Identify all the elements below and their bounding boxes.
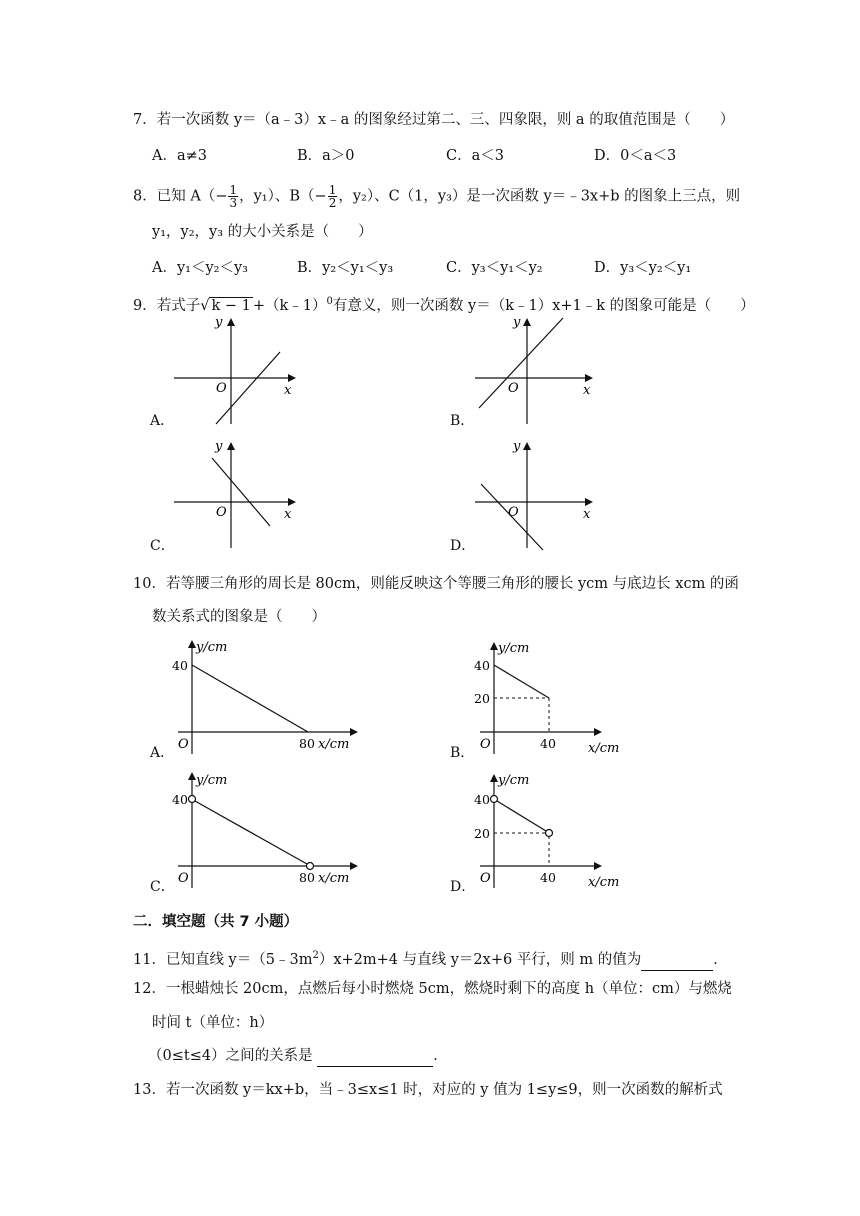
q11-part1: 11．已知直线 y＝（5﹣3m <box>133 951 313 968</box>
q12-line3-text: （0≤t≤4）之间的关系是 <box>148 1048 313 1064</box>
q8-fraction-1 <box>228 184 238 209</box>
q7-option-a: A．a≠3 <box>152 148 207 164</box>
q10c-tick-80: 80 <box>299 870 315 885</box>
q9-option-d-label: D． <box>450 538 476 554</box>
q10-graph-b <box>470 636 630 760</box>
q8-frac2-sign: − <box>314 188 327 205</box>
q11-part2: ）x+2m+4 与直线 y＝2x+6 平行，则 m 的值为 <box>318 951 642 968</box>
q10c-origin: O <box>178 871 189 886</box>
q11-sup: 2 <box>312 950 319 961</box>
q10-stem-line2: 数关系式的图象是（ ） <box>152 609 326 625</box>
q9d-y-label: y <box>513 439 521 454</box>
q8-stem-line2: y₁，y₂，y₃ 的大小关系是（ ） <box>152 224 373 240</box>
q10b-tick-20: 20 <box>474 691 490 706</box>
q8-frac2-den: 2 <box>328 196 337 210</box>
q10a-y-label: y/cm <box>196 640 228 655</box>
q10d-tick-40: 40 <box>474 792 490 807</box>
q12-stem-line3 <box>148 1046 448 1067</box>
q9-graph-b <box>473 312 603 428</box>
q9-stem-part3: 有意义，则一次函数 y＝（k﹣1）x+1﹣k 的图象可能是（ ） <box>332 297 755 314</box>
q11-end: ． <box>713 951 728 968</box>
q8-frac2-num: 1 <box>328 183 337 197</box>
q10d-x-label: x/cm <box>588 875 620 890</box>
q9c-y-label: y <box>215 439 223 454</box>
q8-frac1-num: 1 <box>229 183 238 197</box>
q10d-tick-x40: 40 <box>540 870 556 885</box>
q10a-origin: O <box>178 737 189 752</box>
q10b-tick-x40: 40 <box>540 736 556 751</box>
q8-frac1-sign: − <box>215 188 228 205</box>
q7-stem: 7．若一次函数 y＝（a﹣3）x﹣a 的图象经过第二、三、四象限，则 a 的取值范围是（ ） <box>133 112 735 128</box>
q8-stem-part3: ，y₂）、C（1，y₃）是一次函数 y＝﹣3x+b 的图象上三点，则 <box>338 188 741 205</box>
q9-graph-c <box>172 436 302 552</box>
q10-option-a-label: A． <box>150 745 175 761</box>
q9c-origin: O <box>216 505 227 520</box>
q8-option-d: D．y₃＜y₂＜y₁ <box>594 260 692 276</box>
q7-option-c: C．a＜3 <box>446 148 504 164</box>
q10c-y-label: y/cm <box>196 773 228 788</box>
q9-exponent: 0 <box>326 296 333 307</box>
q10-graph-a <box>168 634 368 758</box>
q10-option-b-label: B． <box>450 745 475 761</box>
q12-answer-blank[interactable] <box>317 1046 433 1067</box>
q10d-y-label: y/cm <box>498 773 530 788</box>
q9d-x-label: x <box>583 507 591 522</box>
q10c-tick-40: 40 <box>172 792 188 807</box>
q10c-x-label: x/cm <box>318 871 350 886</box>
q11-answer-blank[interactable] <box>641 950 713 971</box>
q10b-origin: O <box>480 737 491 752</box>
q11-stem <box>133 946 728 971</box>
q8-option-a: A．y₁＜y₂＜y₃ <box>152 260 248 276</box>
q8-option-b: B．y₂＜y₁＜y₃ <box>297 260 394 276</box>
q10-graph-d <box>470 770 630 894</box>
q9a-y-label: y <box>215 315 223 330</box>
q7-option-b: B．a＞0 <box>297 148 355 164</box>
q10a-tick-80: 80 <box>299 736 315 751</box>
q9c-x-label: x <box>284 507 292 522</box>
q12-stem-line2: 时间 t（单位：h） <box>152 1015 274 1031</box>
q9-stem-part2: +（k﹣1） <box>252 297 327 314</box>
q8-fraction-2 <box>328 184 338 209</box>
q12-end: ． <box>433 1048 448 1064</box>
q10d-origin: O <box>480 871 491 886</box>
q10b-tick-40: 40 <box>474 658 490 673</box>
q10-stem-line1: 10．若等腰三角形的周长是 80cm，则能反映这个等腰三角形的腰长 ycm 与底边长 xcm 的函 <box>133 576 739 592</box>
section-fill-in-title: 二．填空题（共 7 小题） <box>133 914 299 930</box>
q9a-x-label: x <box>284 383 292 398</box>
q10a-tick-40: 40 <box>172 658 188 673</box>
q10-graph-c <box>168 768 368 892</box>
q10d-tick-20: 20 <box>474 826 490 841</box>
q10b-x-label: x/cm <box>588 741 620 756</box>
q12-stem-line1: 12．一根蜡烛长 20cm，点燃后每小时燃烧 5cm，燃烧时剩下的高度 h（单位：cm）与燃烧 <box>133 981 732 997</box>
q9b-x-label: x <box>583 383 591 398</box>
sqrt-icon: √ <box>200 297 210 314</box>
q9-option-a-label: A． <box>150 413 175 429</box>
q8-stem <box>133 184 740 209</box>
q13-stem-line1: 13．若一次函数 y＝kx+b，当﹣3≤x≤1 时，对应的 y 值为 1≤y≤9，则一次函数的解析式 <box>133 1082 723 1098</box>
q10b-y-label: y/cm <box>498 641 530 656</box>
q9-radicand: k − 1 <box>211 297 251 314</box>
q10a-x-label: x/cm <box>318 737 350 752</box>
q9d-origin: O <box>508 505 519 520</box>
q9b-y-label: y <box>513 315 521 330</box>
q8-stem-part2: ，y₁）、B（ <box>239 188 315 205</box>
q10-option-c-label: C． <box>150 879 175 895</box>
q8-stem-part1: 8．已知 A（ <box>133 188 216 205</box>
q9-option-c-label: C． <box>150 538 175 554</box>
q9-stem-part1: 9．若式子 <box>133 297 201 314</box>
q9-option-b-label: B． <box>450 413 475 429</box>
q9b-origin: O <box>508 381 519 396</box>
q9a-origin: O <box>216 381 227 396</box>
q9-graph-d <box>473 436 603 552</box>
q9-graph-a <box>172 312 302 428</box>
q8-option-c: C．y₃＜y₁＜y₂ <box>446 260 543 276</box>
q8-frac1-den: 3 <box>229 196 238 210</box>
q7-option-d: D．0＜a＜3 <box>594 148 677 164</box>
q10-option-d-label: D． <box>450 879 476 895</box>
